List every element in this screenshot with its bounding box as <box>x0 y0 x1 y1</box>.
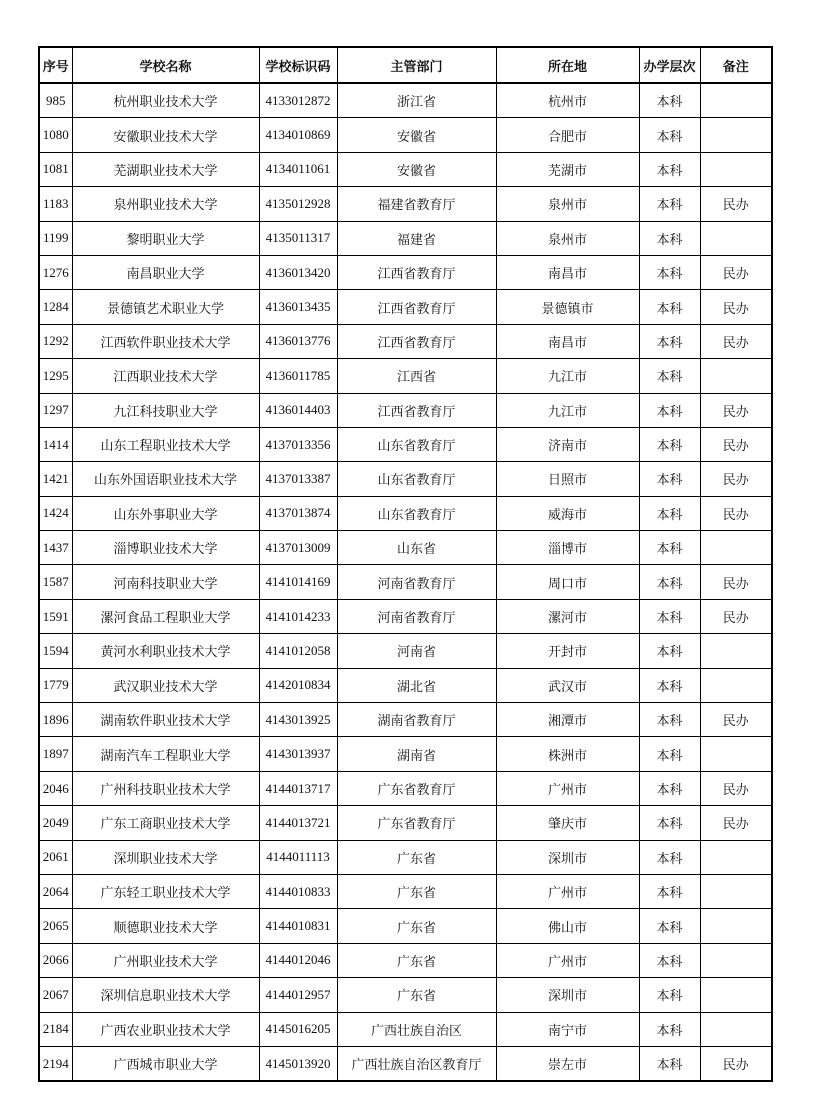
header-note: 备注 <box>700 47 772 83</box>
cell-location: 开封市 <box>496 634 639 668</box>
cell-location: 株洲市 <box>496 737 639 771</box>
cell-school-name: 淄博职业技术大学 <box>72 531 259 565</box>
cell-school-code: 4137013874 <box>259 496 337 530</box>
cell-seq: 1421 <box>39 462 72 496</box>
cell-school-name: 泉州职业技术大学 <box>72 187 259 221</box>
table-row <box>39 118 772 152</box>
cell-location: 武汉市 <box>496 668 639 702</box>
cell-location: 广州市 <box>496 771 639 805</box>
header-school-name: 学校名称 <box>72 47 259 83</box>
cell-department: 河南省 <box>337 634 496 668</box>
cell-level: 本科 <box>639 83 700 118</box>
cell-level: 本科 <box>639 874 700 908</box>
cell-level: 本科 <box>639 943 700 977</box>
cell-level: 本科 <box>639 496 700 530</box>
cell-school-code: 4141012058 <box>259 634 337 668</box>
cell-note: 民办 <box>700 703 772 737</box>
cell-location: 九江市 <box>496 359 639 393</box>
cell-note <box>700 737 772 771</box>
cell-department: 福建省教育厅 <box>337 187 496 221</box>
cell-note <box>700 118 772 152</box>
cell-seq: 2046 <box>39 771 72 805</box>
cell-level: 本科 <box>639 840 700 874</box>
cell-level: 本科 <box>639 978 700 1012</box>
cell-school-name: 广东轻工职业技术大学 <box>72 874 259 908</box>
table-row <box>39 668 772 702</box>
table-row <box>39 152 772 186</box>
cell-department: 山东省教育厅 <box>337 427 496 461</box>
cell-note: 民办 <box>700 1046 772 1081</box>
table-row <box>39 290 772 324</box>
table-row <box>39 806 772 840</box>
cell-school-code: 4144013717 <box>259 771 337 805</box>
school-table <box>38 46 773 1082</box>
table-row <box>39 840 772 874</box>
table-row <box>39 187 772 221</box>
cell-level: 本科 <box>639 703 700 737</box>
cell-seq: 1897 <box>39 737 72 771</box>
cell-school-name: 深圳职业技术大学 <box>72 840 259 874</box>
cell-school-code: 4144012046 <box>259 943 337 977</box>
table-row <box>39 771 772 805</box>
cell-school-code: 4141014169 <box>259 565 337 599</box>
cell-location: 漯河市 <box>496 599 639 633</box>
cell-location: 南昌市 <box>496 324 639 358</box>
table-row <box>39 359 772 393</box>
cell-note: 民办 <box>700 324 772 358</box>
cell-location: 广州市 <box>496 874 639 908</box>
header-school-code: 学校标识码 <box>259 47 337 83</box>
cell-seq: 2194 <box>39 1046 72 1081</box>
cell-note: 民办 <box>700 771 772 805</box>
cell-seq: 1292 <box>39 324 72 358</box>
cell-seq: 985 <box>39 83 72 118</box>
cell-department: 山东省 <box>337 531 496 565</box>
cell-note: 民办 <box>700 393 772 427</box>
cell-note: 民办 <box>700 806 772 840</box>
cell-school-name: 山东外国语职业技术大学 <box>72 462 259 496</box>
cell-note <box>700 531 772 565</box>
cell-level: 本科 <box>639 427 700 461</box>
cell-school-name: 黎明职业大学 <box>72 221 259 255</box>
cell-level: 本科 <box>639 1012 700 1046</box>
table-body <box>39 83 772 1081</box>
cell-location: 周口市 <box>496 565 639 599</box>
cell-seq: 2061 <box>39 840 72 874</box>
cell-note <box>700 221 772 255</box>
cell-level: 本科 <box>639 771 700 805</box>
cell-department: 广东省 <box>337 978 496 1012</box>
cell-department: 安徽省 <box>337 152 496 186</box>
cell-note <box>700 874 772 908</box>
cell-school-code: 4136013435 <box>259 290 337 324</box>
cell-department: 湖南省 <box>337 737 496 771</box>
cell-department: 安徽省 <box>337 118 496 152</box>
cell-school-code: 4137013356 <box>259 427 337 461</box>
cell-school-code: 4136013420 <box>259 255 337 289</box>
cell-seq: 2049 <box>39 806 72 840</box>
cell-location: 九江市 <box>496 393 639 427</box>
cell-level: 本科 <box>639 668 700 702</box>
cell-location: 合肥市 <box>496 118 639 152</box>
cell-level: 本科 <box>639 118 700 152</box>
cell-level: 本科 <box>639 359 700 393</box>
table-row <box>39 909 772 943</box>
cell-department: 广东省教育厅 <box>337 771 496 805</box>
cell-school-code: 4134011061 <box>259 152 337 186</box>
cell-level: 本科 <box>639 634 700 668</box>
cell-school-code: 4143013925 <box>259 703 337 737</box>
table-row <box>39 221 772 255</box>
cell-note <box>700 1012 772 1046</box>
cell-note <box>700 840 772 874</box>
cell-school-name: 黄河水利职业技术大学 <box>72 634 259 668</box>
cell-seq: 1587 <box>39 565 72 599</box>
cell-school-code: 4144013721 <box>259 806 337 840</box>
cell-school-name: 广西农业职业技术大学 <box>72 1012 259 1046</box>
cell-school-code: 4136013776 <box>259 324 337 358</box>
cell-note: 民办 <box>700 290 772 324</box>
header-level: 办学层次 <box>639 47 700 83</box>
cell-department: 浙江省 <box>337 83 496 118</box>
cell-school-code: 4145016205 <box>259 1012 337 1046</box>
cell-school-code: 4144012957 <box>259 978 337 1012</box>
cell-level: 本科 <box>639 255 700 289</box>
header-location: 所在地 <box>496 47 639 83</box>
cell-location: 广州市 <box>496 943 639 977</box>
cell-department: 广东省 <box>337 874 496 908</box>
cell-school-code: 4145013920 <box>259 1046 337 1081</box>
table-row <box>39 496 772 530</box>
cell-note <box>700 634 772 668</box>
cell-location: 南昌市 <box>496 255 639 289</box>
cell-department: 山东省教育厅 <box>337 496 496 530</box>
cell-school-name: 安徽职业技术大学 <box>72 118 259 152</box>
cell-seq: 2065 <box>39 909 72 943</box>
cell-seq: 2067 <box>39 978 72 1012</box>
cell-department: 江西省教育厅 <box>337 255 496 289</box>
cell-location: 湘潭市 <box>496 703 639 737</box>
cell-seq: 2184 <box>39 1012 72 1046</box>
cell-school-code: 4137013387 <box>259 462 337 496</box>
cell-school-code: 4144010831 <box>259 909 337 943</box>
table-row <box>39 83 772 118</box>
cell-note: 民办 <box>700 565 772 599</box>
cell-seq: 1080 <box>39 118 72 152</box>
cell-level: 本科 <box>639 909 700 943</box>
cell-note <box>700 668 772 702</box>
cell-seq: 1594 <box>39 634 72 668</box>
cell-location: 南宁市 <box>496 1012 639 1046</box>
cell-location: 深圳市 <box>496 978 639 1012</box>
cell-level: 本科 <box>639 324 700 358</box>
cell-level: 本科 <box>639 462 700 496</box>
cell-school-name: 深圳信息职业技术大学 <box>72 978 259 1012</box>
cell-school-code: 4135012928 <box>259 187 337 221</box>
cell-note <box>700 152 772 186</box>
cell-school-code: 4144010833 <box>259 874 337 908</box>
cell-note: 民办 <box>700 462 772 496</box>
cell-note: 民办 <box>700 187 772 221</box>
cell-seq: 1276 <box>39 255 72 289</box>
cell-seq: 1437 <box>39 531 72 565</box>
cell-department: 湖北省 <box>337 668 496 702</box>
cell-school-name: 广西城市职业大学 <box>72 1046 259 1081</box>
cell-level: 本科 <box>639 806 700 840</box>
cell-location: 景德镇市 <box>496 290 639 324</box>
cell-department: 广东省教育厅 <box>337 806 496 840</box>
cell-school-code: 4137013009 <box>259 531 337 565</box>
cell-location: 泉州市 <box>496 221 639 255</box>
cell-level: 本科 <box>639 565 700 599</box>
cell-level: 本科 <box>639 290 700 324</box>
cell-school-name: 广州科技职业技术大学 <box>72 771 259 805</box>
cell-school-name: 武汉职业技术大学 <box>72 668 259 702</box>
cell-school-name: 芜湖职业技术大学 <box>72 152 259 186</box>
cell-seq: 1183 <box>39 187 72 221</box>
cell-department: 江西省教育厅 <box>337 393 496 427</box>
cell-note: 民办 <box>700 496 772 530</box>
table-row <box>39 599 772 633</box>
cell-department: 福建省 <box>337 221 496 255</box>
cell-school-name: 河南科技职业大学 <box>72 565 259 599</box>
table-header-row <box>39 47 772 83</box>
cell-location: 崇左市 <box>496 1046 639 1081</box>
cell-department: 河南省教育厅 <box>337 565 496 599</box>
cell-school-code: 4142010834 <box>259 668 337 702</box>
cell-location: 淄博市 <box>496 531 639 565</box>
table-row <box>39 462 772 496</box>
table-row <box>39 531 772 565</box>
cell-school-code: 4133012872 <box>259 83 337 118</box>
table-row <box>39 565 772 599</box>
cell-level: 本科 <box>639 599 700 633</box>
table-row <box>39 393 772 427</box>
cell-location: 日照市 <box>496 462 639 496</box>
cell-seq: 2064 <box>39 874 72 908</box>
cell-seq: 1297 <box>39 393 72 427</box>
cell-seq: 1424 <box>39 496 72 530</box>
cell-school-code: 4144011113 <box>259 840 337 874</box>
table-row <box>39 737 772 771</box>
cell-seq: 1284 <box>39 290 72 324</box>
cell-note: 民办 <box>700 599 772 633</box>
cell-location: 佛山市 <box>496 909 639 943</box>
cell-seq: 1414 <box>39 427 72 461</box>
cell-level: 本科 <box>639 152 700 186</box>
table-row <box>39 1046 772 1081</box>
cell-note: 民办 <box>700 427 772 461</box>
cell-location: 威海市 <box>496 496 639 530</box>
cell-note: 民办 <box>700 255 772 289</box>
cell-location: 肇庆市 <box>496 806 639 840</box>
cell-level: 本科 <box>639 1046 700 1081</box>
cell-level: 本科 <box>639 221 700 255</box>
cell-department: 广东省 <box>337 840 496 874</box>
cell-school-name: 南昌职业大学 <box>72 255 259 289</box>
cell-school-code: 4136011785 <box>259 359 337 393</box>
table-row <box>39 943 772 977</box>
cell-seq: 1896 <box>39 703 72 737</box>
cell-department: 广东省 <box>337 909 496 943</box>
cell-note <box>700 943 772 977</box>
cell-school-code: 4141014233 <box>259 599 337 633</box>
cell-school-code: 4135011317 <box>259 221 337 255</box>
cell-seq: 1199 <box>39 221 72 255</box>
cell-level: 本科 <box>639 531 700 565</box>
cell-location: 芜湖市 <box>496 152 639 186</box>
cell-school-name: 江西软件职业技术大学 <box>72 324 259 358</box>
cell-school-name: 湖南汽车工程职业大学 <box>72 737 259 771</box>
header-seq: 序号 <box>39 47 72 83</box>
table-row <box>39 874 772 908</box>
table-row <box>39 703 772 737</box>
table-row <box>39 1012 772 1046</box>
cell-level: 本科 <box>639 187 700 221</box>
cell-location: 杭州市 <box>496 83 639 118</box>
table-row <box>39 427 772 461</box>
cell-note <box>700 978 772 1012</box>
cell-school-name: 广东工商职业技术大学 <box>72 806 259 840</box>
cell-seq: 1591 <box>39 599 72 633</box>
cell-note <box>700 359 772 393</box>
cell-level: 本科 <box>639 393 700 427</box>
cell-school-name: 九江科技职业大学 <box>72 393 259 427</box>
school-list-page <box>38 46 771 1082</box>
table-row <box>39 255 772 289</box>
cell-department: 湖南省教育厅 <box>337 703 496 737</box>
cell-location: 深圳市 <box>496 840 639 874</box>
cell-school-code: 4134010869 <box>259 118 337 152</box>
cell-school-code: 4136014403 <box>259 393 337 427</box>
cell-seq: 2066 <box>39 943 72 977</box>
cell-department: 江西省 <box>337 359 496 393</box>
cell-department: 江西省教育厅 <box>337 290 496 324</box>
cell-department: 广西壮族自治区教育厅 <box>337 1046 496 1081</box>
cell-school-name: 江西职业技术大学 <box>72 359 259 393</box>
table-row <box>39 324 772 358</box>
cell-note <box>700 83 772 118</box>
cell-department: 广东省 <box>337 943 496 977</box>
cell-school-name: 山东外事职业大学 <box>72 496 259 530</box>
cell-department: 江西省教育厅 <box>337 324 496 358</box>
cell-seq: 1081 <box>39 152 72 186</box>
cell-school-name: 顺德职业技术大学 <box>72 909 259 943</box>
header-department: 主管部门 <box>337 47 496 83</box>
cell-seq: 1295 <box>39 359 72 393</box>
cell-location: 泉州市 <box>496 187 639 221</box>
cell-level: 本科 <box>639 737 700 771</box>
cell-school-name: 漯河食品工程职业大学 <box>72 599 259 633</box>
table-row <box>39 634 772 668</box>
cell-school-name: 景德镇艺术职业大学 <box>72 290 259 324</box>
cell-school-name: 湖南软件职业技术大学 <box>72 703 259 737</box>
cell-location: 济南市 <box>496 427 639 461</box>
cell-department: 河南省教育厅 <box>337 599 496 633</box>
cell-school-name: 广州职业技术大学 <box>72 943 259 977</box>
cell-department: 广西壮族自治区 <box>337 1012 496 1046</box>
cell-note <box>700 909 772 943</box>
cell-school-code: 4143013937 <box>259 737 337 771</box>
cell-department: 山东省教育厅 <box>337 462 496 496</box>
table-row <box>39 978 772 1012</box>
cell-school-name: 杭州职业技术大学 <box>72 83 259 118</box>
cell-seq: 1779 <box>39 668 72 702</box>
cell-school-name: 山东工程职业技术大学 <box>72 427 259 461</box>
